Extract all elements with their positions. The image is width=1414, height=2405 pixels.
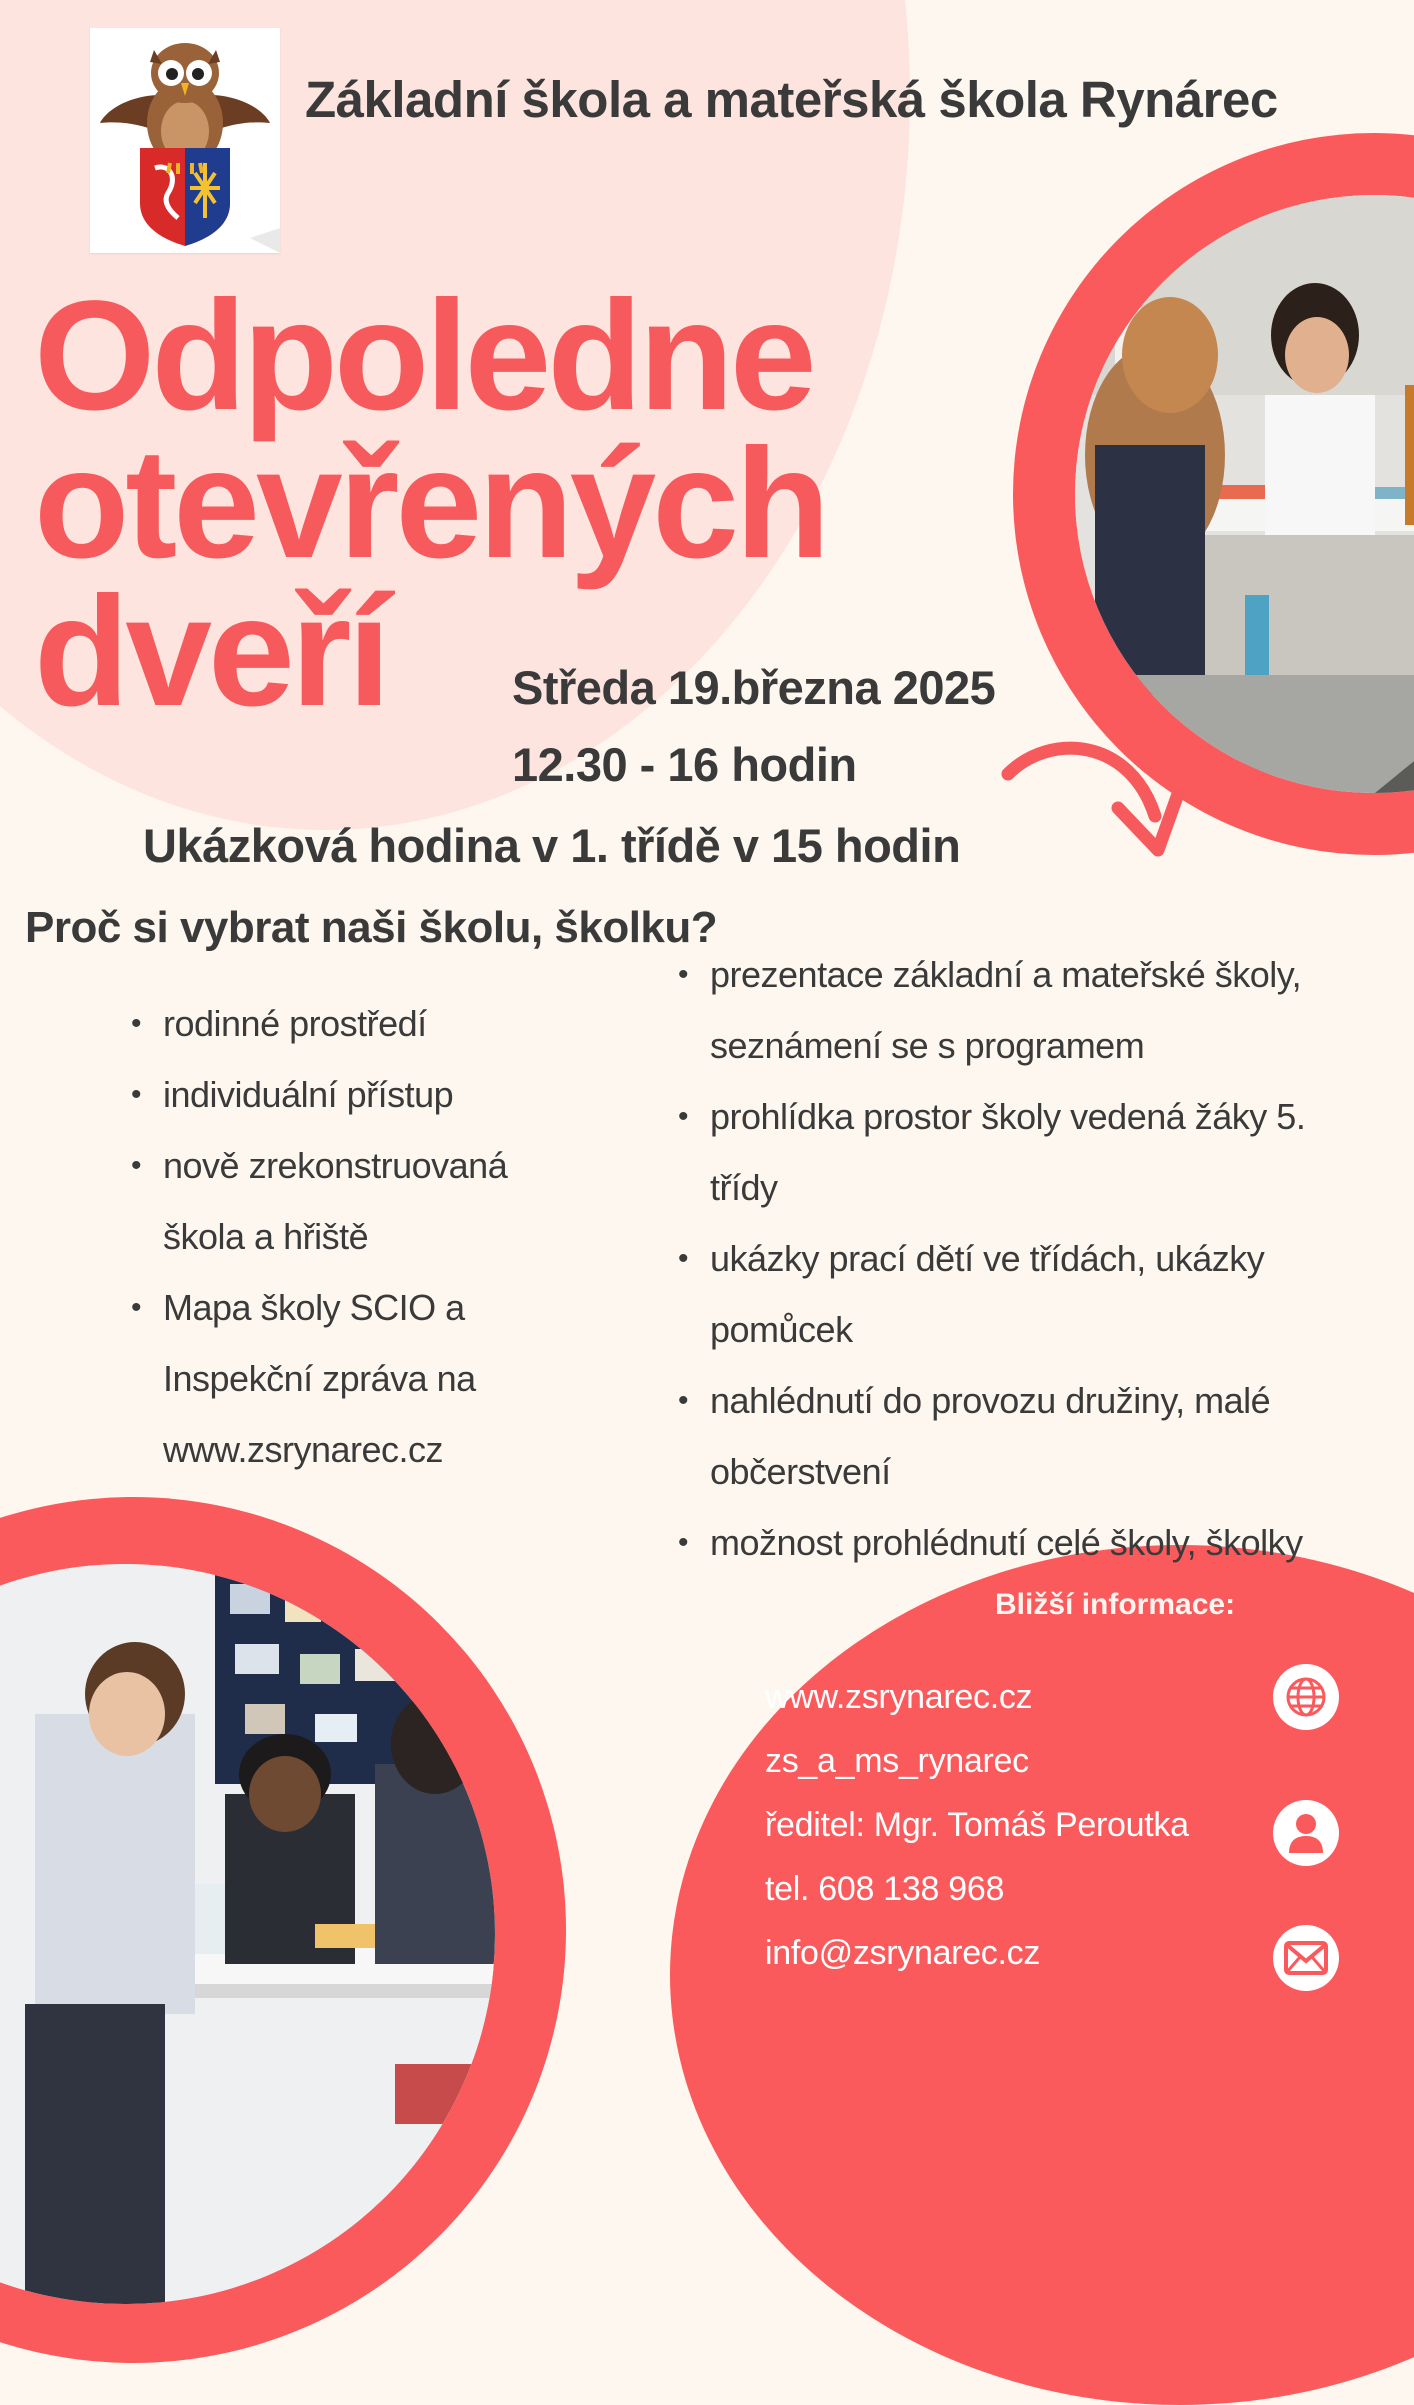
contact-heading: Bližší informace:: [995, 1588, 1236, 1621]
list-item: • nově zrekonstruovaná škola a hřiště: [163, 1130, 583, 1272]
owl-crest-icon: [90, 28, 280, 253]
demo-lesson-note: Ukázková hodina v 1. třídě v 15 hodin: [143, 819, 961, 872]
event-title-line: dveří: [34, 565, 387, 739]
contact-website[interactable]: www.zsrynarec.cz: [765, 1678, 1033, 1716]
list-item: • ukázky prací dětí ve třídách, ukázky pomůcek: [710, 1223, 1350, 1365]
reasons-list: [163, 988, 583, 1485]
list-item: • nahlédnutí do provozu družiny, malé občerstvení: [710, 1365, 1350, 1507]
list-item: • individuální přístup: [163, 1059, 583, 1130]
event-title-line: Odpoledne: [34, 269, 813, 443]
arrow-icon: [1000, 738, 1185, 864]
program-list: [710, 939, 1350, 1578]
envelope-icon: [1273, 1925, 1339, 1991]
list-item: • rodinné prostředí: [163, 988, 583, 1059]
list-item: • možnost prohlédnutí celé školy, školky: [710, 1507, 1350, 1578]
contact-phone[interactable]: tel. 608 138 968: [765, 1870, 1005, 1908]
contact-social[interactable]: zs_a_ms_rynarec: [765, 1742, 1029, 1780]
list-item: • prohlídka prostor školy vedená žáky 5. třídy: [710, 1081, 1350, 1223]
person-icon: [1273, 1800, 1339, 1866]
event-date: Středa 19.března 2025: [512, 661, 996, 714]
school-logo: [90, 28, 280, 253]
contact-director: ředitel: Mgr. Tomáš Peroutka: [765, 1806, 1189, 1844]
event-title-line: otevřených: [34, 417, 827, 591]
school-name: Základní škola a mateřská škola Rynárec: [305, 71, 1278, 128]
list-item: • prezentace základní a mateřské školy, seznámení se s programem: [710, 939, 1350, 1081]
list-item: • Mapa školy SCIO a Inspekční zpráva na www.zsrynarec.cz: [163, 1272, 583, 1485]
contact-email[interactable]: info@zsrynarec.cz: [765, 1934, 1041, 1972]
event-time: 12.30 - 16 hodin: [512, 738, 857, 791]
globe-icon: [1273, 1664, 1339, 1730]
reasons-heading: Proč si vybrat naši školu, školku?: [25, 903, 718, 952]
